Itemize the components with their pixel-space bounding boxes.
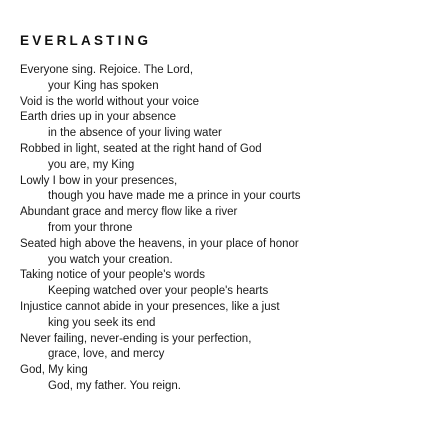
poem-line: from your throne: [48, 221, 133, 234]
poem-line: Injustice cannot abide in your presences, like a just: [20, 300, 280, 313]
poem-title: EVERLASTING: [20, 33, 152, 48]
poem-line: Lowly I bow in your presences,: [20, 174, 178, 187]
poem-line: Everyone sing. Rejoice. The Lord,: [20, 64, 194, 76]
poem-body: [20, 63, 301, 395]
poem-line: Void is the world without your voice: [20, 95, 199, 108]
poem-line: Robbed in light, seated at the right hand of God: [20, 142, 262, 155]
poem-page: [20, 0, 435, 423]
poem-line: Never failing, never-ending is your perfection,: [20, 332, 252, 345]
poem-line: Earth dries up in your absence: [20, 111, 176, 124]
poem-line: Taking notice of your people's words: [20, 269, 206, 282]
poem-line: Seated high above the heavens, in your place of honor: [20, 237, 299, 250]
poem-line: grace, love, and mercy: [48, 348, 165, 361]
poem-line: you are, my King: [48, 158, 135, 171]
poem-line: in the absence of your living water: [48, 127, 222, 140]
poem-line: Abundant grace and mercy flow like a river: [20, 206, 238, 219]
poem-line: king you seek its end: [48, 316, 156, 329]
poem-line: God, My king: [20, 364, 88, 377]
poem-line: your King has spoken: [48, 79, 159, 92]
poem-line: though you have made me a prince in your courts: [48, 190, 301, 203]
poem-line: Keeping watched over your people's hearts: [48, 285, 269, 298]
poem-line: God, my father. You reign.: [48, 379, 181, 392]
poem-line: you watch your creation.: [48, 253, 173, 266]
